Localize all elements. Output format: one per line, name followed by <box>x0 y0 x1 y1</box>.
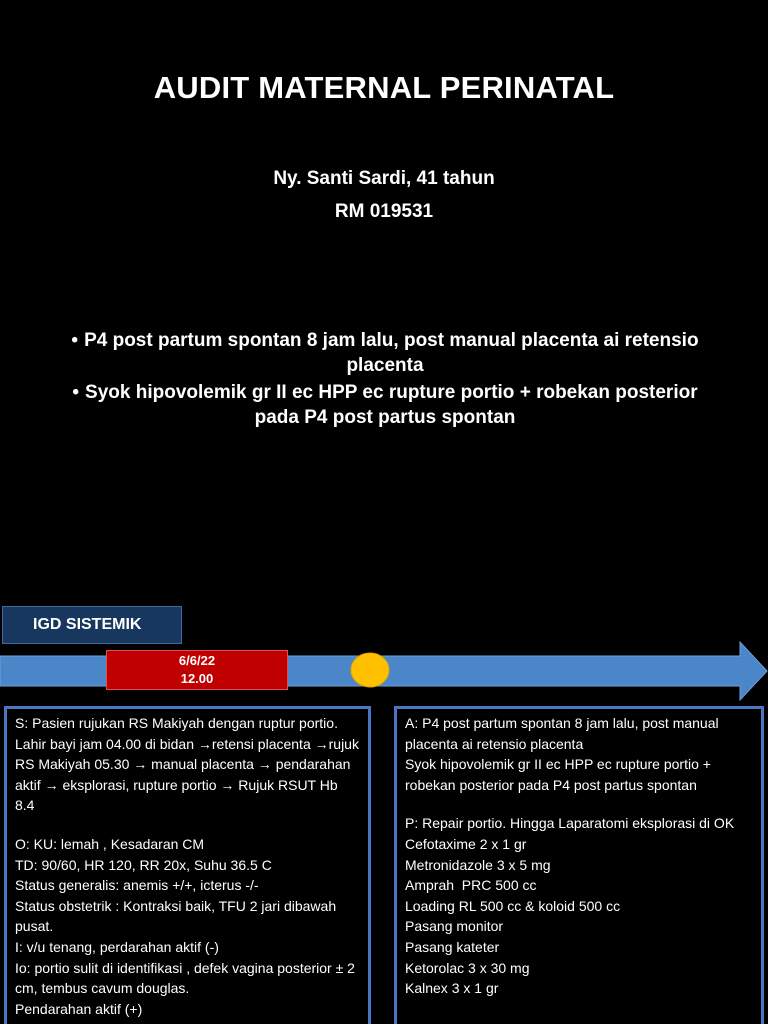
soap-panel-right <box>394 706 764 1024</box>
objective-list <box>15 834 360 1019</box>
plan-line: Kalnex 3 x 1 gr <box>405 980 499 997</box>
plan-list <box>405 813 753 998</box>
bullet-icon: • <box>71 330 79 351</box>
medical-record-number: RM 019531 <box>334 201 434 222</box>
section-label-igd: IGD SISTEMIK <box>2 606 182 644</box>
diagnosis-item-2 <box>60 380 710 430</box>
plan-line: Cefotaxime 2 x 1 gr <box>405 835 527 852</box>
bullet-icon: • <box>72 382 80 403</box>
objective-line: Pendarahan aktif (+) <box>15 1000 143 1017</box>
plan-line: Ketorolac 3 x 30 mg <box>405 959 530 976</box>
diagnosis-text-2: Syok hipovolemik gr II ec HPP ec rupture portio + robekan posterior pada P4 post partus spontan <box>85 382 698 428</box>
patient-name: Ny. Santi Sardi, 41 tahun <box>273 168 495 189</box>
objective-line: Io: portio sulit di identifikasi , defek vagina posterior ± 2 cm, tembus cavum douglas. <box>15 959 359 997</box>
objective-line: Status obstetrik : Kontraksi baik, TFU 2 jari dibawah pusat. <box>15 897 340 935</box>
assessment-text: A: P4 post partum spontan 8 jam lalu, post manual placenta ai retensio placenta Syok hipovolemik gr II ec HPP ec rupture portio + robekan posterior pada P4 post partus spontan <box>405 715 719 793</box>
timeline-date-box <box>106 650 288 690</box>
objective-line: I: v/u tenang, perdarahan aktif (-) <box>15 938 219 955</box>
plan-line: Metronidazole 3 x 5 mg <box>405 856 551 873</box>
slide-title: AUDIT MATERNAL PERINATAL <box>153 70 615 105</box>
objective-line: Status generalis: anemis +/+, icterus -/- <box>15 877 259 894</box>
soap-panel-left <box>4 706 371 1024</box>
timeline-date: 6/6/22 <box>178 653 216 668</box>
plan-line: Loading RL 500 cc & koloid 500 cc <box>405 897 621 914</box>
plan-line: P: Repair portio. Hingga Laparatomi eksplorasi di OK <box>405 815 735 832</box>
plan-line: Pasang monitor <box>405 918 504 935</box>
subjective-text: S: Pasien rujukan RS Makiyah dengan ruptur portio. Lahir bayi jam 04.00 di bidan →retensi placenta →rujuk RS Makiyah 05.30 → manual placenta → pendarahan aktif → eksplorasi, rupture portio → Rujuk RSUT Hb 8.4 <box>15 715 363 814</box>
plan-line: Amprah PRC 500 cc <box>405 877 537 894</box>
diagnosis-item-1 <box>60 328 710 378</box>
plan-line: Pasang kateter <box>405 938 500 955</box>
timeline-marker-icon <box>351 653 389 687</box>
objective-line: O: KU: lemah , Kesadaran CM <box>15 835 205 852</box>
timeline-time: 12.00 <box>180 671 214 686</box>
diagnosis-text-1: P4 post partum spontan 8 jam lalu, post manual placenta ai retensio placenta <box>84 330 699 376</box>
objective-line: TD: 90/60, HR 120, RR 20x, Suhu 36.5 C <box>15 856 272 873</box>
